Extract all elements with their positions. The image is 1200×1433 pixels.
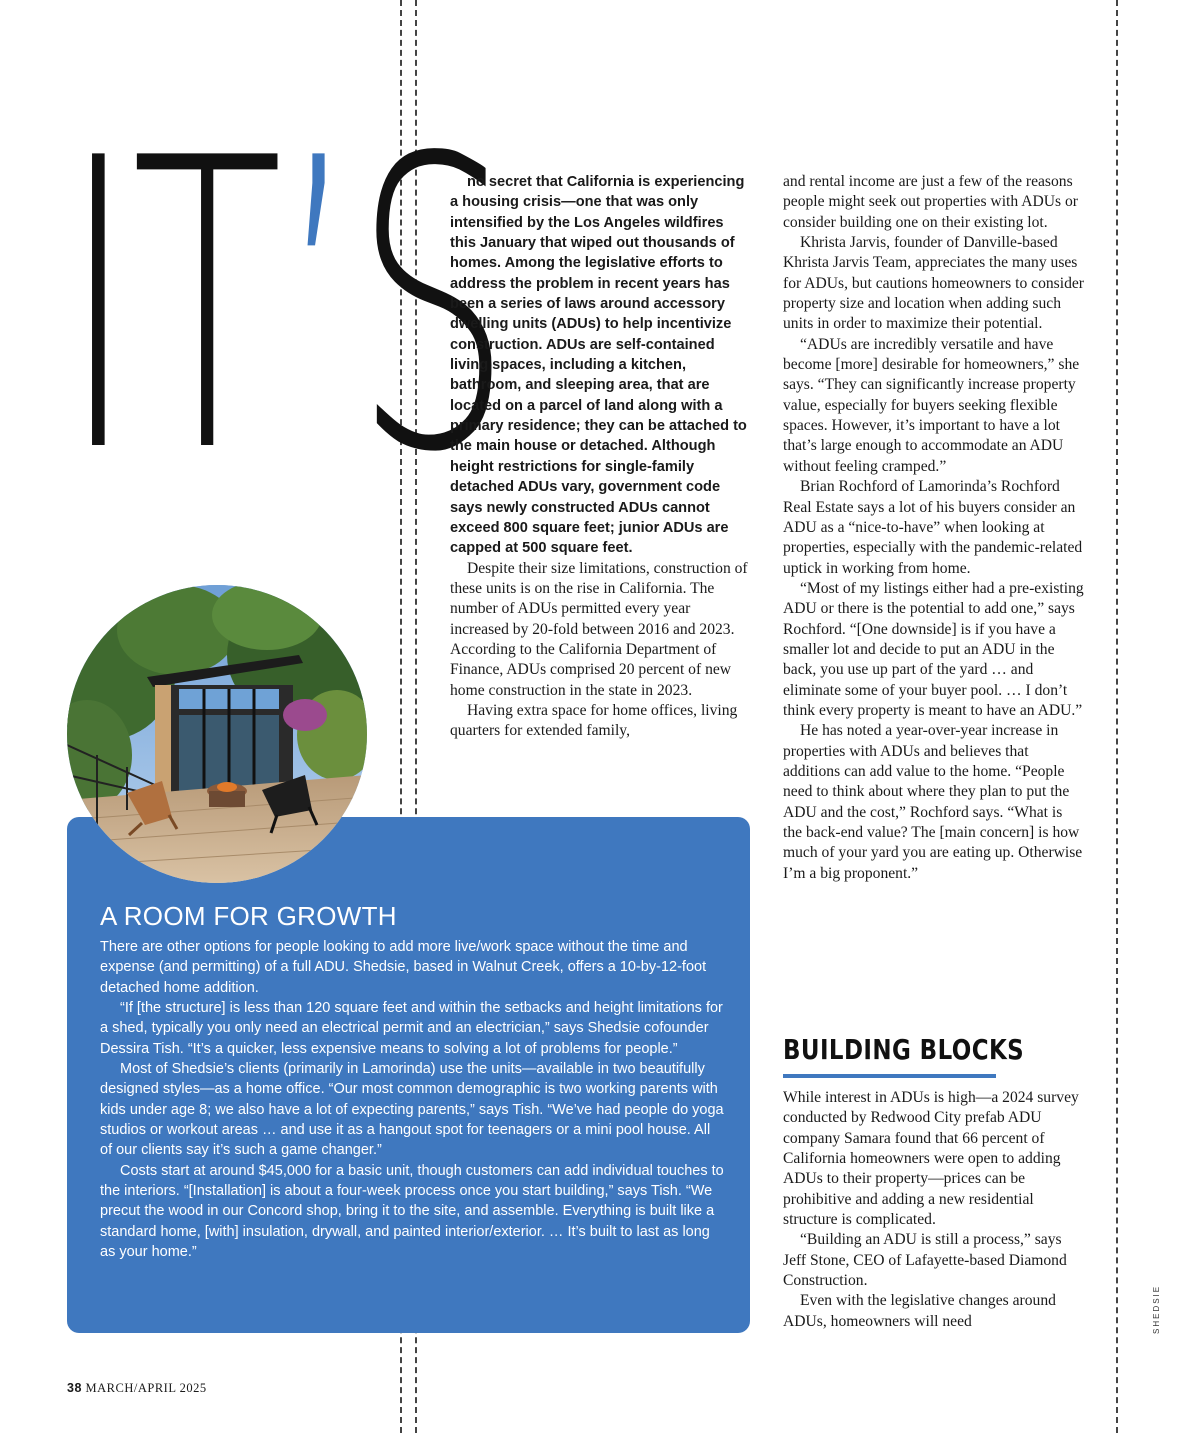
body-paragraph: “Most of my listings either had a pre-existing ADU or there is the potential to add one,” says Rochford. “[One downside] is if you have a smaller lot and decide to put an ADU in the back, you use up part of the yard … and eliminate some of your buyer pool. … I don’t think every property is meant to have an ADU.” [783, 579, 1084, 719]
body-paragraph: and rental income are just a few of the reasons people might seek out properties with ADUs or consider building one on their existing lot. [783, 173, 1078, 231]
sidebar-title: A ROOM FOR GROWTH [100, 901, 397, 931]
article-column-3 [783, 172, 1085, 884]
drop-word-final-letter: S [354, 75, 509, 540]
sidebar-paragraph: There are other options for people looking to add more live/work space without the time and expense (and permitting) of a full ADU. Shedsie, based in Walnut Creek, offers a 10-by-12-foot detached home addition. [100, 939, 707, 996]
sidebar-paragraph: Most of Shedsie’s clients (primarily in Lamorinda) use the units—available in two beautifully designed styles—as a home office. “Our most common demographic is two working parents with kids under age 8; we also have a lot of expecting parents,” says Tish. “We’ve had people do yoga studios or workout areas … and use it as a hangout spot for teenagers or a mini pool house. All of our clients say it’s such a game changer.” [100, 1061, 724, 1159]
body-paragraph: Having extra space for home offices, living quarters for extended family, [450, 701, 738, 740]
body-paragraph: Khrista Jarvis, founder of Danville-based Khrista Jarvis Team, appreciates the many uses for ADUs, but cautions homeowners to consider property size and location when adding such units in order to maximize their potential. [783, 234, 1084, 333]
opening-drop-word [62, 75, 509, 540]
body-paragraph: Even with the legislative changes around ADUs, homeowners will need [783, 1292, 1056, 1330]
page-folio [67, 1381, 207, 1396]
photo-credit: SHEDSIE [1152, 1284, 1161, 1334]
shed-photo [67, 585, 367, 883]
lead-paragraph: no secret that California is experiencing a housing crisis—one that was only intensified by the Los Angeles wildfires this January that wiped out thousands of homes. Among the legislative efforts to address the problem in recent years has been a series of laws around accessory dwelling units (ADUs) to help incentivize construction. ADUs are self-contained living spaces, including a kitchen, bathroom, and sleeping area, that are located on a parcel of land along with a primary residence; they can be attached to the main house or detached. Although height restrictions for single-family detached ADUs vary, government code says newly constructed ADUs cannot exceed 800 square feet; junior ADUs are capped at 500 square feet. [450, 174, 747, 557]
body-paragraph: Despite their size limitations, construction of these units is on the rise in California. The number of ADUs permitted every year increased by 20-fold between 2016 and 2023. According to the California Department of Finance, ADUs comprised 20 percent of new home construction in the state in 2023. [450, 559, 748, 699]
article-column-2 [450, 172, 752, 742]
sidebar-paragraph: Costs start at around $45,000 for a basic unit, though customers can add individual touches to the interiors. “[Installation] is about a four-week process once you start building,” says Tish. “We precut the wood in our Concord shop, bring it to the site, and assemble. Everything is built like a standard home, [with] insulation, drywall, and painted interior/exterior. … It’s built to last as long as your home.” [100, 1162, 724, 1261]
sidebar-box [67, 817, 750, 1333]
article-column-3-continued [783, 1088, 1085, 1332]
shed-photo-illustration [67, 585, 367, 883]
drop-word-letters: IT [62, 75, 280, 540]
drop-word-apostrophe: ’ [279, 75, 355, 540]
sidebar-paragraph: “If [the structure] is less than 120 square feet and within the setbacks and height limitations for a shed, typically you only need an electrical permit and an electrician,” says Shedsie cofounder Dessira Tish. “It’s a quicker, less expensive means to solving a lot of problems for people.” [100, 1000, 723, 1057]
body-paragraph: He has noted a year-over-year increase in properties with ADUs and believes that additions can add value to the home. “People need to think about where they plan to put the ADU and the cost,” Rochford says. “What is the back-end value? The [main concern] is how much of your yard you are eating up. Otherwise I’m a big proponent.” [783, 722, 1083, 882]
heading-underline [783, 1074, 996, 1078]
sidebar-body [100, 937, 725, 1263]
issue-date: MARCH/APRIL 2025 [85, 1381, 207, 1395]
body-paragraph: While interest in ADUs is high—a 2024 survey conducted by Redwood City prefab ADU company Samara found that 66 percent of California homeowners were open to adding ADUs to their property—prices can be prohibitive and adding a new residential structure is complicated. [783, 1089, 1079, 1229]
body-paragraph: “ADUs are incredibly versatile and have become [more] desirable for homeowners,” she says. “They can significantly increase property value, especially for buyers seeking flexible spaces. However, it’s important to have a lot that’s large enough to accommodate an ADU without feeling cramped.” [783, 335, 1080, 475]
section-heading: BUILDING BLOCKS [783, 1033, 1025, 1066]
body-paragraph: “Building an ADU is still a process,” says Jeff Stone, CEO of Lafayette-based Diamond Construction. [783, 1231, 1067, 1290]
page-edge-rule [1116, 0, 1118, 1433]
body-paragraph: Brian Rochford of Lamorinda’s Rochford Real Estate says a lot of his buyers consider an ADU as a “nice-to-have” when looking at properties, especially with the pandemic-related uptick in working from home. [783, 478, 1083, 577]
page-number: 38 [67, 1381, 82, 1395]
